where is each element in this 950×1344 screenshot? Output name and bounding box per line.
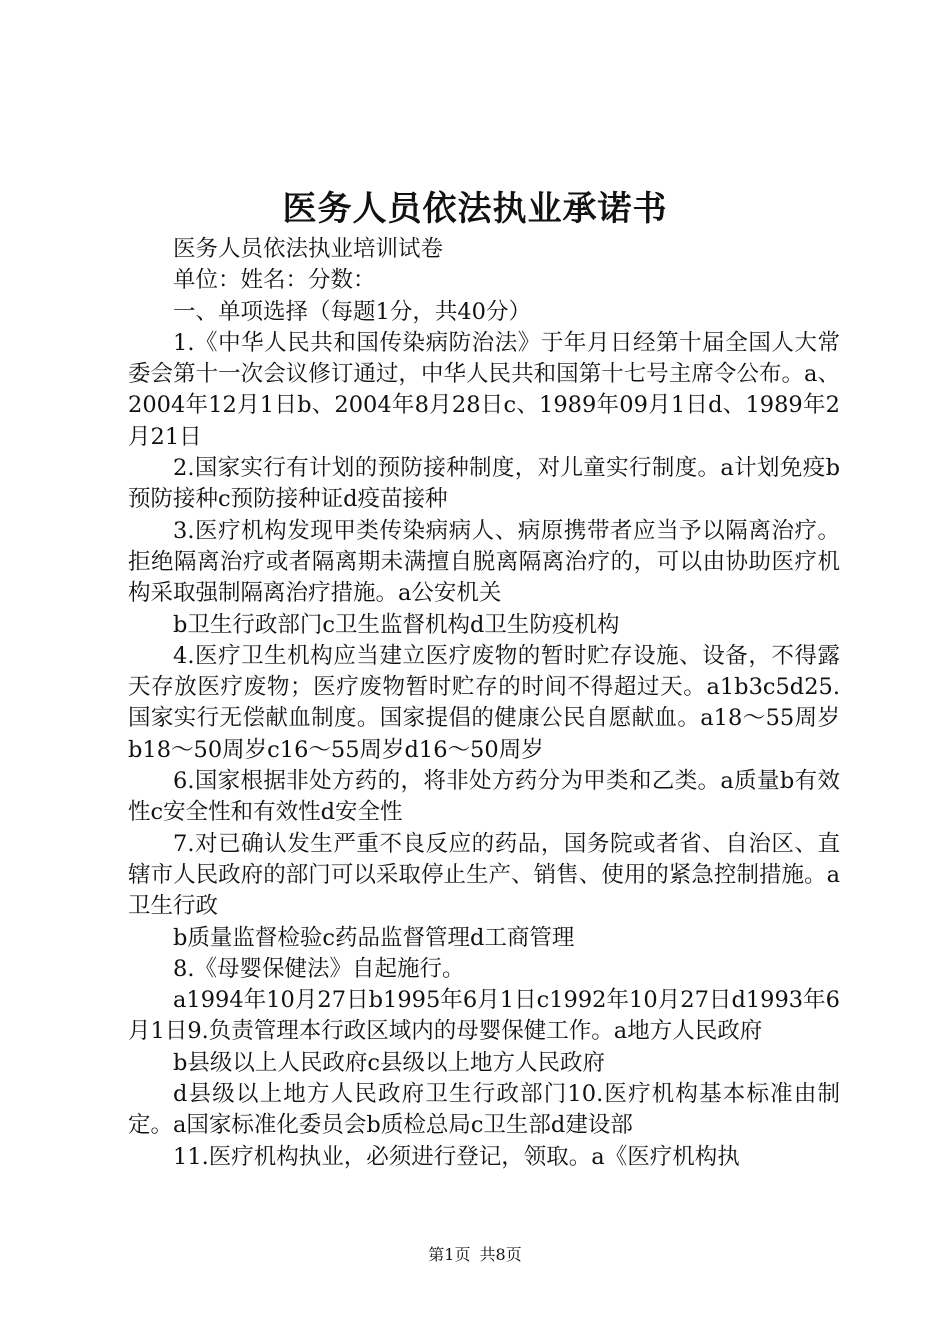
paragraph: 2.国家实行有计划的预防接种制度，对儿童实行制度。a计划免疫b预防接种c预防接种证d疫苗接种 bbox=[128, 455, 840, 513]
paragraph: 医务人员依法执业培训试卷 bbox=[173, 236, 444, 262]
paragraph: b县级以上人民政府c县级以上地方人民政府 bbox=[173, 1049, 606, 1076]
paragraph: 单位：姓名：分数： bbox=[173, 267, 376, 294]
paragraph: 一、单项选择（每题1分，共40分） bbox=[173, 298, 531, 325]
paragraph: b质量监督检验c药品监督管理d工商管理 bbox=[173, 924, 575, 951]
paragraph: b卫生行政部门c卫生监督机构d卫生防疫机构 bbox=[173, 611, 620, 638]
document-title: 医务人员依法执业承诺书 bbox=[282, 189, 668, 229]
page-total: 共8页 bbox=[479, 1245, 522, 1264]
page-number: 第1页 bbox=[428, 1245, 471, 1264]
paragraph: 6.国家根据非处方药的，将非处方药分为甲类和乙类。a质量b有效性c安全性和有效性d安全性 bbox=[128, 768, 840, 826]
paragraph: 3.医疗机构发现甲类传染病病人、病原携带者应当予以隔离治疗。拒绝隔离治疗或者隔离期未满擅自脱离隔离治疗的，可以由协助医疗机构采取强制隔离治疗措施。a公安机关 bbox=[128, 517, 840, 607]
page-footer bbox=[0, 1244, 950, 1266]
paragraph: 8.《母婴保健法》自起施行。 bbox=[173, 955, 465, 982]
paragraph: 11.医疗机构执业，必须进行登记，领取。a《医疗机构执 bbox=[173, 1143, 740, 1170]
paragraph: 7.对已确认发生严重不良反应的药品，国务院或者省、自治区、直辖市人民政府的部门可以采取停止生产、销售、使用的紧急控制措施。a卫生行政 bbox=[128, 830, 840, 920]
paragraph: 1.《中华人民共和国传染病防治法》于年月日经第十届全国人大常委会第十一次会议修订通过，中华人民共和国第十七号主席令公布。a、2004年12月1日b、2004年8月28日c、1989年09月1日d、1989年2月21日 bbox=[128, 329, 840, 450]
paragraph: a1994年10月27日b1995年6月1日c1992年10月27日d1993年6月1日9.负责管理本行政区域内的母婴保健工作。a地方人民政府 bbox=[128, 987, 840, 1045]
paragraph: 4.医疗卫生机构应当建立医疗废物的暂时贮存设施、设备，不得露天存放医疗废物；医疗废物暂时贮存的时间不得超过天。a1b3c5d25.国家实行无偿献血制度。国家提倡的健康公民自愿献血。a18～55周岁b18～50周岁c16～55周岁d16～50周岁 bbox=[128, 642, 840, 763]
paragraph: d县级以上地方人民政府卫生行政部门10.医疗机构基本标准由制定。a国家标准化委员会b质检总局c卫生部d建设部 bbox=[128, 1081, 840, 1139]
document-body bbox=[128, 234, 840, 1173]
